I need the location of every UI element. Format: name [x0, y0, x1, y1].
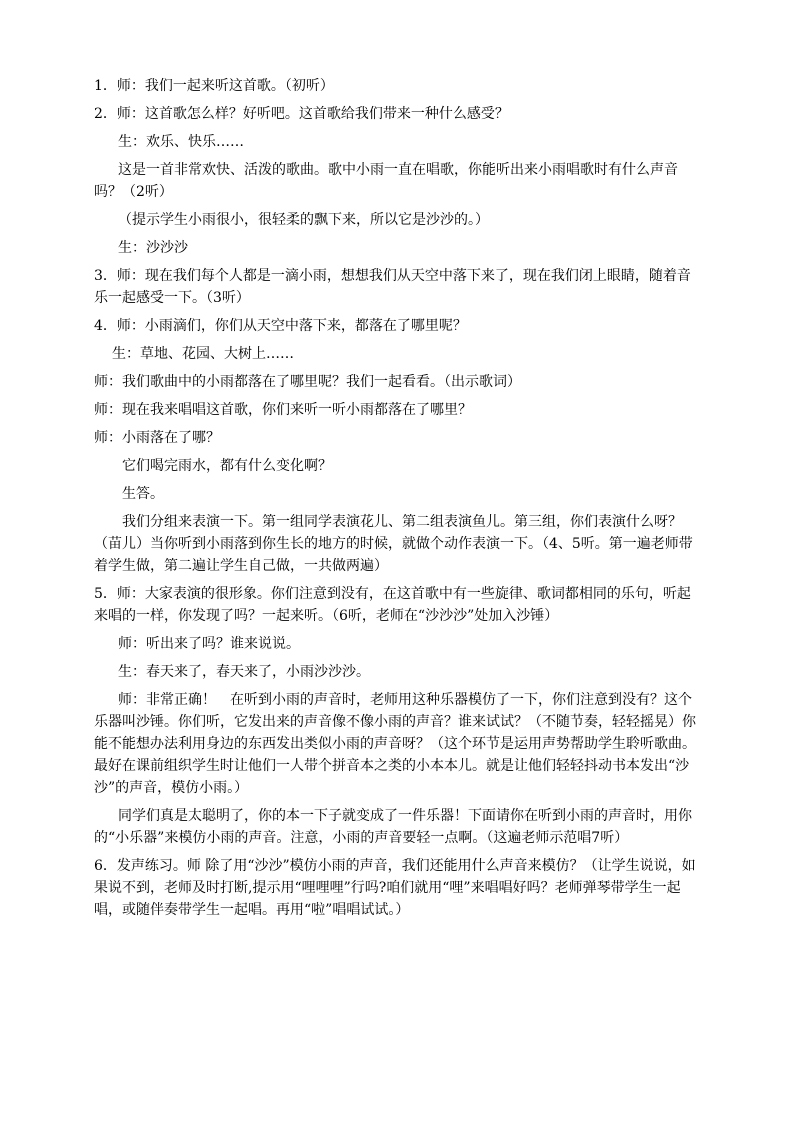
- paragraph-18: 生：春天来了，春天来了，小雨沙沙沙。: [118, 664, 370, 680]
- document-page: [94, 75, 702, 927]
- paragraph-6: 生：沙沙沙: [118, 240, 188, 256]
- paragraph-19: 师：非常正确！ 在听到小雨的声音时，老师用这种乐器模仿了一下，你们注意到没有？这个乐器叫沙锤。你们听，它发出来的声音像不像小雨的声音？谁来试试？（不随节奏，轻轻摇晃）你能不能想办法利用身边的东西发出类似小雨的声音呀？（这个环节是运用声势帮助学生聆听歌曲。最好在课前组织学生时让他们一人带个拼音本之类的小本本儿。就是让他们轻轻抖动书本发出“沙沙”的声音，模仿小雨。）: [94, 692, 696, 796]
- paragraph-15: 我们分组来表演一下。第一组同学表演花儿、第二组表演鱼儿。第三组，你们表演什么呀？（苗儿）当你听到小雨落到你生长的地方的时候，就做个动作表演一下。（4、5听。第一遍老师带着学生做，第二遍让学生自己做，一共做两遍）: [94, 514, 693, 574]
- paragraph-21: 6．发声练习。师 除了用“沙沙”模仿小雨的声音，我们还能用什么声音来模仿？（让学生说说，如果说不到，老师及时打断,提示用“哩哩哩”行吗?咱们就用“哩”来唱唱好吗？老师弹琴带学生一起唱，或随伴奏带学生一起唱。再用“啦”唱唱试试。）: [94, 858, 696, 918]
- paragraph-16: 5．师：大家表演的很形象。你们注意到没有，在这首歌中有一些旋律、歌词都相同的乐句，听起来唱的一样，你发现了吗？一起来听。（6听，老师在“沙沙沙”处加入沙锤）: [94, 586, 691, 624]
- paragraph-7: 3．师：现在我们每个人都是一滴小雨，想想我们从天空中落下来了，现在我们闭上眼睛，随着音乐一起感受一下。（3听）: [94, 268, 691, 306]
- paragraph-10: 师：我们歌曲中的小雨都落在了哪里呢？我们一起看看。（出示歌词）: [94, 374, 521, 390]
- paragraph-9: 生：草地、花园、大树上……: [112, 346, 294, 362]
- paragraph-11: 师：现在我来唱唱这首歌，你们来听一听小雨都落在了哪里？: [94, 402, 472, 418]
- paragraph-12: 师：小雨落在了哪？: [94, 430, 220, 446]
- paragraph-1: 1．师：我们一起来听这首歌。（初听）: [94, 78, 334, 94]
- paragraph-4: 这是一首非常欢快、活泼的歌曲。歌中小雨一直在唱歌，你能听出来小雨唱歌时有什么声音吗？（2听）: [94, 162, 678, 200]
- paragraph-14: 生答。: [122, 486, 164, 502]
- paragraph-5: （提示学生小雨很小，很轻柔的飘下来，所以它是沙沙的。）: [118, 212, 489, 228]
- paragraph-3: 生：欢乐、快乐……: [118, 134, 244, 150]
- paragraph-8: 4．师：小雨滴们，你们从天空中落下来，都落在了哪里呢？: [94, 318, 467, 334]
- paragraph-2: 2．师：这首歌怎么样？好听吧。这首歌给我们带来一种什么感受？: [94, 106, 509, 122]
- paragraph-20: 同学们真是太聪明了，你的本一下子就变成了一件乐器！下面请你在听到小雨的声音时，用你的“小乐器”来模仿小雨的声音。注意，小雨的声音要轻一点啊。（这遍老师示范唱7听）: [94, 808, 692, 846]
- paragraph-13: 它们喝完雨水，都有什么变化啊？: [122, 458, 332, 474]
- paragraph-17: 师：听出来了吗？谁来说说。: [118, 636, 300, 652]
